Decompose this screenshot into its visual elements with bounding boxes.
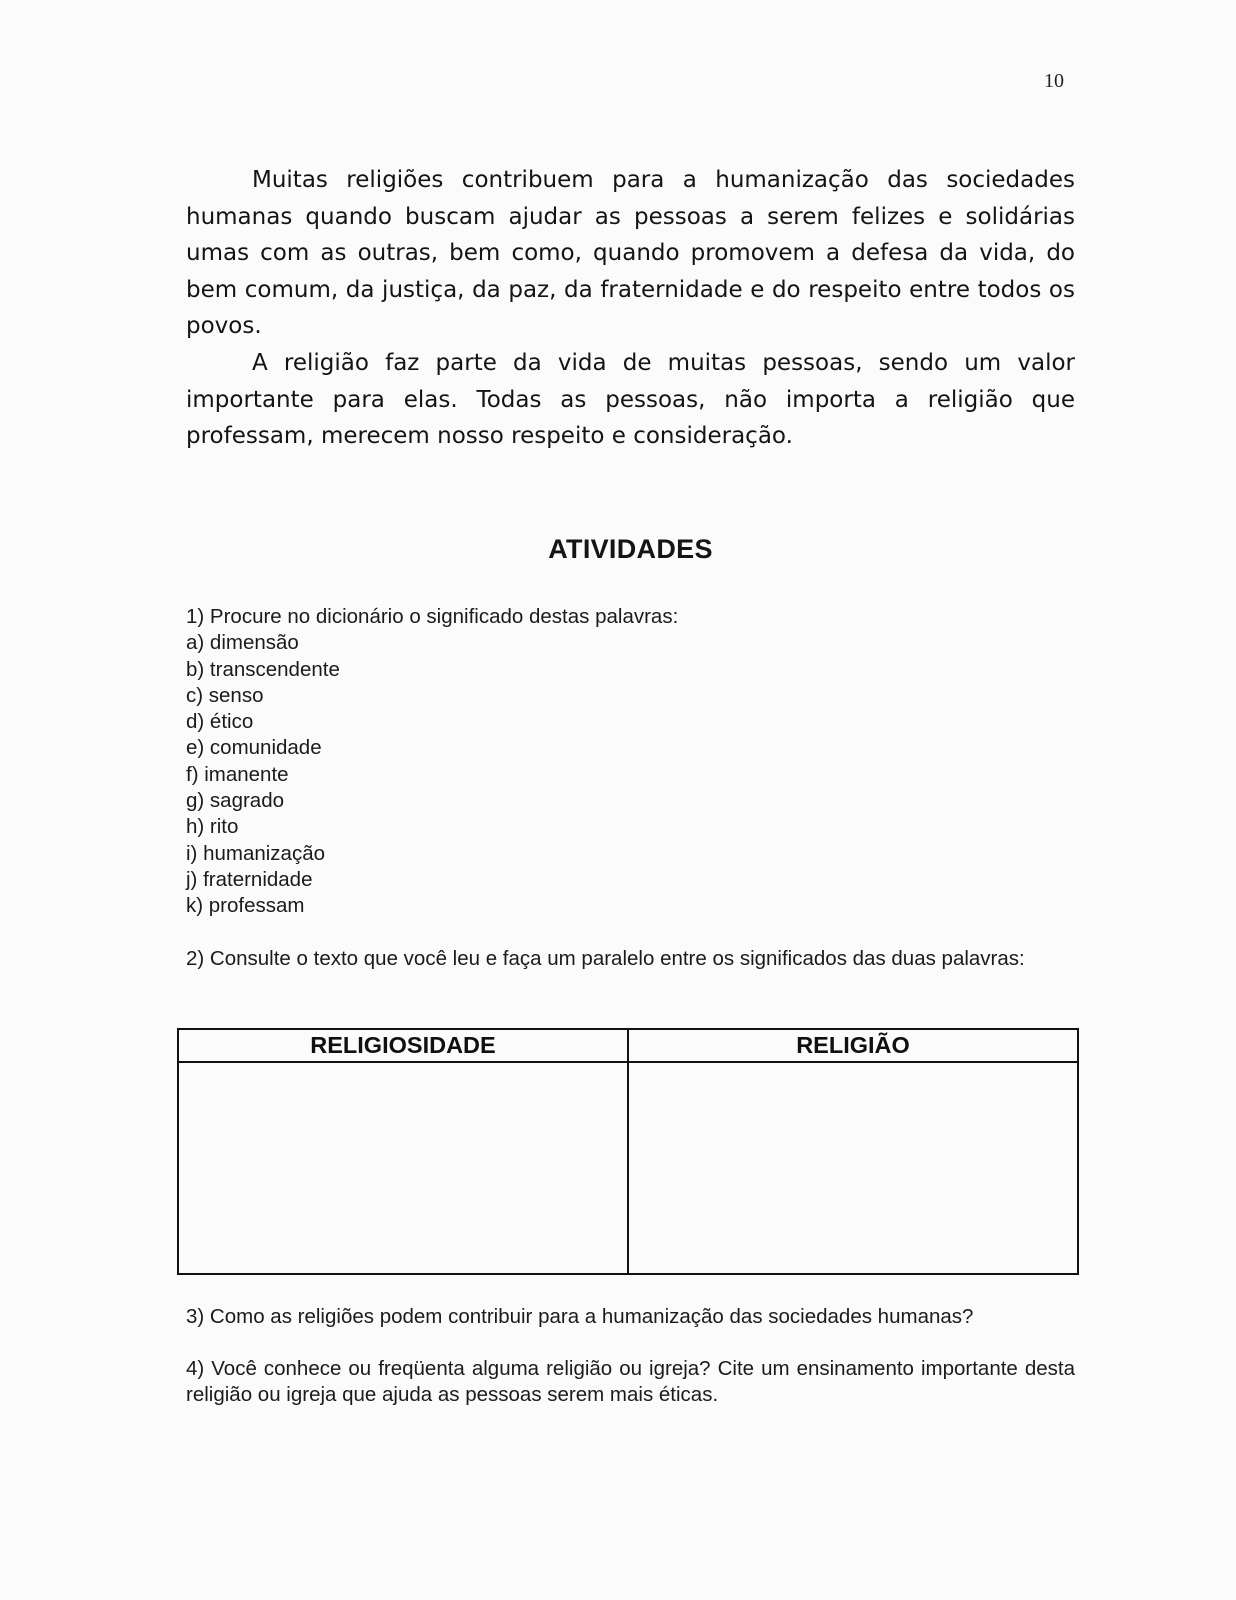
word-item: k) professam [186,894,305,918]
word-item: g) sagrado [186,789,285,813]
question-2-prompt: 2) Consulte o texto que você leu e faça um paralelo entre os significados das duas palavras: [186,947,1025,970]
word-list [186,630,1075,919]
answer-cell-religiosidade[interactable] [178,1062,628,1274]
word-item: c) senso [186,683,264,707]
answer-cell-religiao[interactable] [628,1062,1078,1274]
word-item: j) fraternidade [186,867,313,891]
table-row [178,1062,1078,1274]
question-1 [186,604,1075,920]
question-4-prompt: 4) Você conhece ou freqüenta alguma religião ou igreja? Cite um ensinamento importante desta religião ou igreja que ajuda as pessoas serem mais éticas. [186,1357,1075,1406]
header-religiosidade: RELIGIOSIDADE [178,1029,628,1062]
question-3-prompt: 3) Como as religiões podem contribuir para a humanização das sociedades humanas? [186,1305,974,1328]
page-number: 10 [1044,70,1064,92]
word-item: f) imanente [186,762,289,786]
question-1-prompt: 1) Procure no dicionário o significado destas palavras: [186,605,679,628]
word-item: e) comunidade [186,736,322,760]
comparison-table [177,1028,1079,1275]
intro-paragraph: A religião faz parte da vida de muitas pessoas, sendo um valor importante para elas. Todas as pessoas, não importa a religião que professam, merecem nosso respeito e consideração. [186,349,1075,450]
word-item: h) rito [186,815,239,839]
intro-paragraph: Muitas religiões contribuem para a humanização das sociedades humanas quando buscam ajudar as pessoas a serem felizes e solidárias umas com as outras, bem como, quando promovem a defesa da vida, do bem comum, da justiça, da paz, da fraternidade e do respeito entre todos os povos. [186,167,1075,340]
word-item: b) transcendente [186,657,340,681]
word-item: d) ético [186,710,254,734]
header-religiao: RELIGIÃO [628,1029,1078,1062]
intro-text [186,162,1075,455]
word-item: a) dimensão [186,631,299,655]
word-item: i) humanização [186,841,326,865]
table-header-row [178,1029,1078,1062]
activities-title: ATIVIDADES [548,534,713,564]
